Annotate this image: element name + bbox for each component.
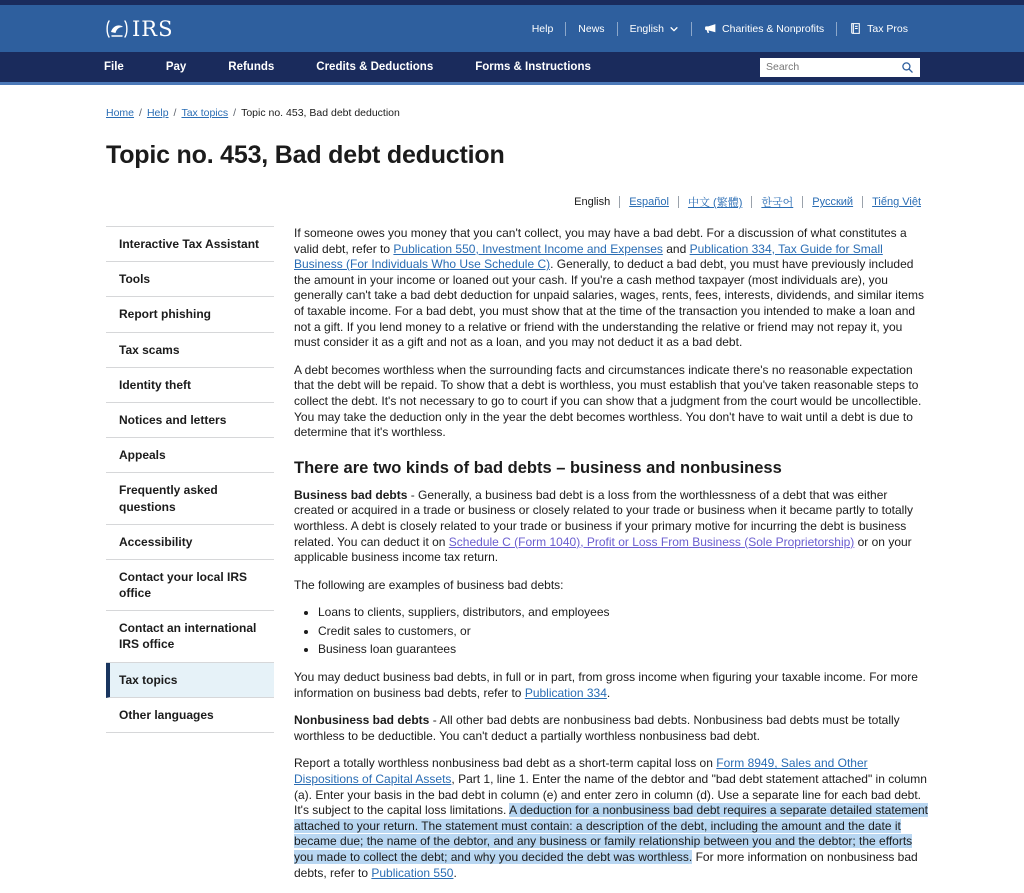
bold-term: Nonbusiness bad debts	[294, 713, 430, 728]
sidebar-item-tax-topics[interactable]: Tax topics	[106, 663, 274, 698]
sidebar-item-contact-an-international-irs-office[interactable]: Contact an international IRS office	[106, 611, 274, 662]
content-link[interactable]: Form 8949, Sales and Other Dispositions of Capital Assets	[294, 756, 868, 787]
page-title: Topic no. 453, Bad debt deduction	[106, 141, 505, 169]
language-link-vietnamese[interactable]: Tiếng Việt	[872, 196, 921, 208]
sidebar-item-interactive-tax-assistant[interactable]: Interactive Tax Assistant	[106, 227, 274, 262]
breadcrumb-current: Topic no. 453, Bad debt deduction	[241, 107, 400, 119]
main-nav-bar	[0, 52, 1024, 85]
utility-nav-help[interactable]: Help	[531, 22, 554, 35]
breadcrumb-help[interactable]: Help	[146, 107, 169, 119]
search-input[interactable]	[766, 61, 901, 73]
sidebar-item-appeals[interactable]: Appeals	[106, 438, 274, 473]
paragraph-examples-intro: The following are examples of business bad debts:	[294, 577, 564, 592]
utility-nav-language-dropdown[interactable]: English	[618, 23, 691, 35]
content-link[interactable]: Publication 334	[524, 685, 607, 700]
nav-refunds[interactable]: Refunds	[228, 61, 275, 73]
sidebar-item-contact-your-local-irs-office[interactable]: Contact your local IRS office	[106, 560, 274, 611]
business-bad-debt-examples-list	[294, 605, 930, 658]
bold-term: Business bad debts	[294, 487, 408, 502]
sidebar-item-identity-theft[interactable]: Identity theft	[106, 368, 274, 403]
breadcrumb-home[interactable]: Home	[106, 107, 135, 119]
breadcrumb-separator: /	[233, 107, 237, 119]
content-link[interactable]: Publication 334, Tax Guide for Small Business (For Individuals Who Use Schedule C)	[294, 241, 883, 272]
section-heading-two-kinds: There are two kinds of bad debts – business and nonbusiness	[294, 458, 782, 477]
sidebar-item-tax-scams[interactable]: Tax scams	[106, 333, 274, 368]
breadcrumb-separator: /	[173, 107, 177, 119]
utility-nav-news[interactable]: News	[578, 22, 605, 35]
paragraph-intro: If someone owes you money that you can't collect, you may have a bad debt. For a discussion of what constitutes a valid debt, refer to Publication 550, Investment Income and Expenses and Publication 334, Tax Guide for Small Business (For Individuals Who Use Schedule C). Generally, to deduct a bad debt, you must have previously included the amount in your income or loaned out your cash. If you're a cash method taxpayer (most individuals are), you generally can't take a bad debt deduction for unpaid salaries, wages, rents, fees, interests, dividends, and similar items of taxable income. For a bad debt, you must show that at the time of the transaction you intended to make a loan and not a gift. If you lend money to a relative or friend with the understanding the relative or friend may not repay it, you must consider it as a gift and not as a loan, and you may not deduct it as a bad debt.	[294, 226, 924, 350]
sidebar-item-tools[interactable]: Tools	[106, 262, 274, 297]
sidebar-item-other-languages[interactable]: Other languages	[106, 698, 274, 733]
sidebar-item-notices-and-letters[interactable]: Notices and letters	[106, 403, 274, 438]
paragraph-deduct-business: You may deduct business bad debts, in full or in part, from gross income when figuring your taxable income. For more information on business bad debts, refer to Publication 334.	[294, 670, 918, 700]
logo-text: IRS	[132, 16, 174, 41]
article-content	[294, 226, 930, 893]
language-current: English	[574, 196, 611, 208]
chevron-down-icon	[669, 24, 679, 34]
paragraph-business-bad-debts: Business bad debts - Generally, a business bad debt is a loss from the worthlessness of a debt that was either created or acquired in a trade or business or closely related to your trade or business when it became partly to totally worthless. A debt is closely related to your trade or business if your primary motive for incurring the debt is business related. You can deduct it on Schedule C (Form 1040), Profit or Loss From Business (Sole Proprietorship) or on your applicable business income tax return.	[294, 487, 913, 565]
language-link-korean[interactable]: 한국어	[761, 197, 794, 209]
list-item: • Loans to clients, suppliers, distributors, and employees	[318, 605, 930, 621]
search-icon[interactable]	[901, 61, 914, 74]
nav-file[interactable]: File	[104, 61, 124, 73]
site-header	[0, 5, 1024, 52]
search-box[interactable]	[760, 58, 920, 77]
sidebar-nav	[106, 226, 274, 733]
book-icon	[849, 22, 862, 35]
main-row	[106, 226, 930, 893]
irs-logo[interactable]	[104, 16, 174, 42]
content-link[interactable]: Publication 550, Investment Income and Expenses	[393, 241, 663, 256]
sidebar-item-report-phishing[interactable]: Report phishing	[106, 297, 274, 332]
content-link[interactable]: Schedule C (Form 1040), Profit or Loss From Business (Sole Proprietorship)	[448, 534, 855, 549]
megaphone-icon	[704, 22, 717, 35]
list-item: • Credit sales to customers, or	[318, 624, 930, 640]
irs-eagle-icon	[104, 16, 130, 42]
paragraph-worthless-debt: A debt becomes worthless when the surrounding facts and circumstances indicate there's no reasonable expectation that the debt will be repaid. To show that a debt is worthless, you must establish that you've taken reasonable steps to collect the debt. It's not necessary to go to court if you can show that a judgment from the court would be uncollectible. You may take the deduction only in the year the debt becomes worthless. You don't have to wait until a debt is due to determine that it's worthless.	[294, 362, 922, 440]
nav-forms-instructions[interactable]: Forms & Instructions	[475, 61, 591, 73]
breadcrumb-separator: /	[139, 107, 142, 119]
language-link-spanish[interactable]: Español	[629, 196, 669, 208]
utility-nav-tax-pros[interactable]: Tax Pros	[837, 22, 920, 35]
sidebar-item-accessibility[interactable]: Accessibility	[106, 525, 274, 560]
list-item: • Business loan guarantees	[318, 642, 930, 658]
breadcrumb	[106, 107, 930, 119]
selected-text-highlight: A deduction for a nonbusiness bad debt requires a separate detailed statement attached to your return. The statement must contain: a description of the debt, including the amount and the date it became due; the name of the debtor, and any business or family relationship between you and the debtor; the efforts you made to collect the debt; and why you decided the debt was worthless.	[294, 803, 929, 864]
utility-nav-charities[interactable]: Charities & Nonprofits	[692, 22, 836, 35]
language-link-russian[interactable]: Русский	[812, 196, 854, 208]
nav-credits-deductions[interactable]: Credits & Deductions	[316, 61, 434, 73]
paragraph-nonbusiness-bad-debts: Nonbusiness bad debts - All other bad debts are nonbusiness bad debts. Nonbusiness bad debts must be totally worthless to be deductible. You can't deduct a partially worthless nonbusiness bad debt.	[294, 713, 900, 743]
language-link-chinese[interactable]: 中文 (繁體)	[687, 197, 743, 209]
paragraph-report-nonbusiness: Report a totally worthless nonbusiness bad debt as a short-term capital loss on Form 8949, Sales and Other Dispositions of Capital Assets, Part 1, line 1. Enter the name of the debtor and "bad debt statement attached" in column (a). Enter your basis in the bad debt in column (e) and enter zero in column (d). Use a separate line for each bad debt. It's subject to the capital loss limitations. A deduction for a nonbusiness bad debt requires a separate detailed statement attached to your return. The statement must contain: a description of the debt, including the amount and the date it became due; the name of the debtor, and any business or family relationship between you and the debtor; the efforts you made to collect the debt; and why you decided the debt was worthless. For more information on nonbusiness bad debts, refer to Publication 550.	[294, 756, 929, 880]
breadcrumb-tax-topics[interactable]: Tax topics	[181, 107, 229, 119]
main-nav	[104, 61, 633, 73]
nav-pay[interactable]: Pay	[165, 61, 187, 73]
sidebar-item-frequently-asked-questions[interactable]: Frequently asked questions	[106, 473, 274, 524]
content-link[interactable]: Publication 550	[371, 865, 454, 880]
utility-nav	[520, 22, 920, 36]
language-bar	[106, 194, 930, 210]
